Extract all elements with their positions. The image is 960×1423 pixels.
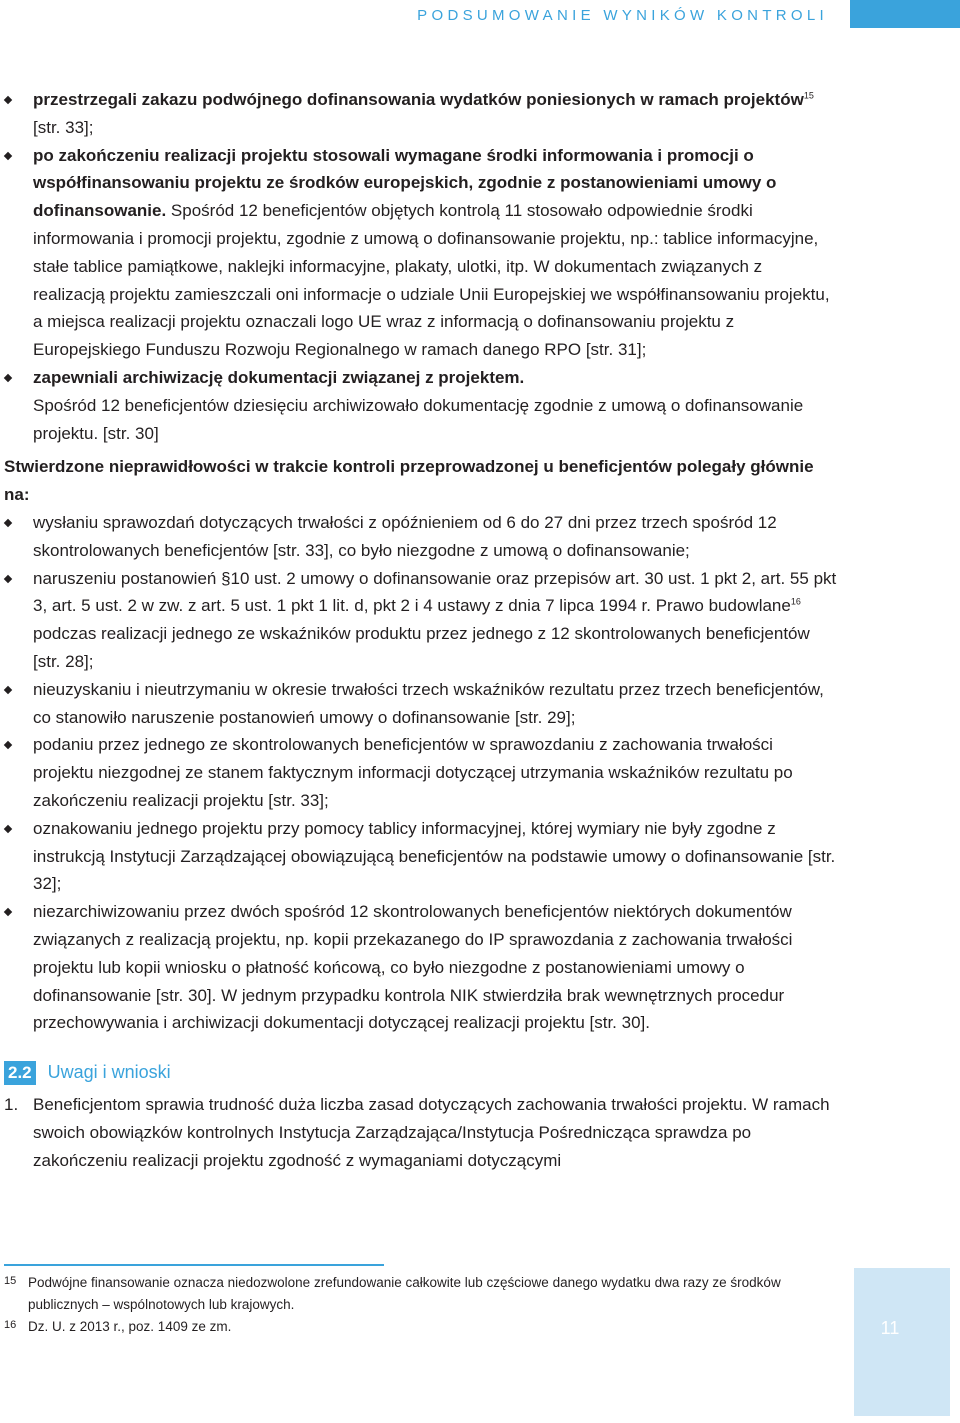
list-item bbox=[4, 509, 838, 565]
list-item bbox=[4, 676, 838, 732]
list-item bbox=[4, 565, 838, 676]
list-item-bold: zapewniali archiwizację dokumentacji związanej z projektem. bbox=[33, 367, 525, 387]
section-title: Uwagi i wnioski bbox=[47, 1062, 171, 1083]
list-item-text: wysłaniu sprawozdań dotyczących trwałości z opóźnieniem od 6 do 27 dni przez trzech spośród 12 skontrolowanych beneficjentów [str. 33], co było niezgodne z umową o dofinansowanie; bbox=[33, 512, 777, 560]
footnote-text: Dz. U. z 2013 r., poz. 1409 ze zm. bbox=[28, 1319, 232, 1334]
diamond-bullet-icon bbox=[4, 374, 12, 382]
list-item-text: nieuzyskaniu i nieutrzymaniu w okresie trwałości trzech wskaźników rezultatu przez trzech beneficjentów, co stanowiło naruszenie postanowień umowy o dofinansowanie [str. 29]; bbox=[33, 679, 824, 727]
diamond-bullet-icon bbox=[4, 519, 12, 527]
footnote bbox=[4, 1272, 840, 1316]
footnote-ref[interactable]: 15 bbox=[803, 90, 814, 101]
header-title: PODSUMOWANIE WYNIKÓW KONTROLI bbox=[417, 7, 828, 24]
list-item bbox=[4, 364, 838, 392]
page-content bbox=[4, 86, 838, 1174]
item-text: Beneficjentom sprawia trudność duża liczba zasad dotyczących zachowania trwałości projektu. W ramach swoich obowiązków kontrolnych Instytucja Zarządzająca/Instytucja Pośrednicząca sprawdza po zakończeniu realizacji projektu zgodność z wymaganiami dotyczącymi bbox=[33, 1095, 830, 1170]
footnote-number: 16 bbox=[4, 1319, 17, 1331]
irregularities-list bbox=[4, 509, 838, 1037]
list-item-text: [str. 33]; bbox=[33, 117, 94, 137]
page-number-box bbox=[854, 1268, 950, 1416]
list-item-bold: przestrzegali zakazu podwójnego dofinansowania wydatków poniesionych w ramach projektów bbox=[33, 90, 804, 109]
list-item-text: oznakowaniu jednego projektu przy pomocy tablicy informacyjnej, której wymiary nie były zgodne z instrukcją Instytucji Zarządzającej obowiązującą beneficjentów na podstawie umowy o dofinansowanie [str. 32]; bbox=[33, 818, 836, 894]
footnote-divider bbox=[4, 1264, 384, 1266]
achievements-list bbox=[4, 86, 838, 392]
page-number: 11 bbox=[880, 1318, 900, 1338]
item-number: 1. bbox=[4, 1095, 19, 1115]
diamond-bullet-icon bbox=[4, 685, 12, 693]
footnote-text: Podwójne finansowanie oznacza niedozwolone zrefundowanie całkowite lub częściowe danego wydatku dwa razy ze środków publicznych – wspólnotowych lub krajowych. bbox=[28, 1275, 781, 1312]
running-header bbox=[0, 0, 960, 34]
diamond-bullet-icon bbox=[4, 741, 12, 749]
header-accent-bar bbox=[850, 0, 960, 28]
list-item-text: naruszeniu postanowień §10 ust. 2 umowy o dofinansowanie oraz przepisów art. 30 ust. 1 pkt 2, art. 55 pkt 3, art. 5 ust. 2 w zw. z art. 5 ust. 1 pkt 1 lit. d, pkt 2 i 4 ustawy z dnia 7 lipca 1994 r. Prawo budowlane bbox=[33, 568, 837, 616]
list-item bbox=[4, 898, 838, 1037]
diamond-bullet-icon bbox=[4, 151, 12, 159]
footnote-ref[interactable]: 16 bbox=[790, 596, 801, 607]
list-item-text-after: podczas realizacji jednego ze wskaźników produktu przez jednego z 12 skontrolowanych beneficjentów [str. 28]; bbox=[33, 624, 810, 671]
archive-note: Spośród 12 beneficjentów dziesięciu archiwizowało dokumentację zgodnie z umową o dofinansowanie projektu. [str. 30] bbox=[33, 395, 804, 443]
findings-lead: Stwierdzone nieprawidłowości w trakcie kontroli przeprowadzonej u beneficjentów polegały głównie na: bbox=[4, 457, 814, 505]
list-item bbox=[4, 731, 838, 814]
list-item-text: niezarchiwizowaniu przez dwóch spośród 12 skontrolowanych beneficjentów niektórych dokumentów związanych z realizacją projektu, np. kopii przekazanego do IP sprawozdania z zachowania trwałości projektu lub kopii wniosku o płatność końcową, co było niezgodne z postanowieniami umowy o dofinansowanie [str. 30]. W jednym przypadku kontrola NIK stwierdziła brak wewnętrznych procedur przechowywania i archiwizacji dokumentacji dotyczącej realizacji projektu [str. 30]. bbox=[33, 902, 793, 1033]
diamond-bullet-icon bbox=[4, 908, 12, 916]
list-item bbox=[4, 815, 838, 898]
section-number: 2.2 bbox=[4, 1061, 36, 1085]
diamond-bullet-icon bbox=[4, 824, 12, 832]
conclusions-list bbox=[4, 1091, 838, 1174]
footnote-number: 15 bbox=[4, 1275, 17, 1287]
list-item-text: podaniu przez jednego ze skontrolowanych beneficjentów w sprawozdaniu z zachowania trwałości projektu niezgodnej ze stanem faktycznym informacji dotyczącej utrzymania wskaźników rezultatu po zakończeniu realizacji projektu [str. 33]; bbox=[33, 735, 793, 810]
footnotes bbox=[4, 1272, 840, 1338]
list-item bbox=[4, 142, 838, 364]
footnote bbox=[4, 1316, 840, 1338]
numbered-item bbox=[4, 1091, 838, 1174]
list-item-bold: po zakończeniu realizacji projektu stosowali wymagane środki informowania i promocji o współfinansowaniu projektu ze środków europejskich, zgodnie z postanowieniami umowy o dofinansowanie. bbox=[33, 145, 777, 221]
section-heading bbox=[4, 1057, 838, 1089]
diamond-bullet-icon bbox=[4, 574, 12, 582]
list-item bbox=[4, 86, 838, 142]
list-item-text: Spośród 12 beneficjentów objętych kontrolą 11 stosowało odpowiednie środki informowania i promocji projektu, zgodnie z umową o dofinansowanie projektu, np.: tablice informacyjne, stałe tablice pamiątkowe, naklejki informacyjne, plakaty, ulotki, itp. W dokumentach związanych z realizacją projektu zamieszczali oni informacje o udziale Unii Europejskiej we współfinansowaniu projektu, a miejsca realizacji projektu oznaczali logo UE wraz z informacją o dofinansowaniu projektu z Europejskiego Funduszu Rozwoju Regionalnego w ramach danego RPO [str. 31]; bbox=[33, 201, 830, 360]
diamond-bullet-icon bbox=[4, 96, 12, 104]
